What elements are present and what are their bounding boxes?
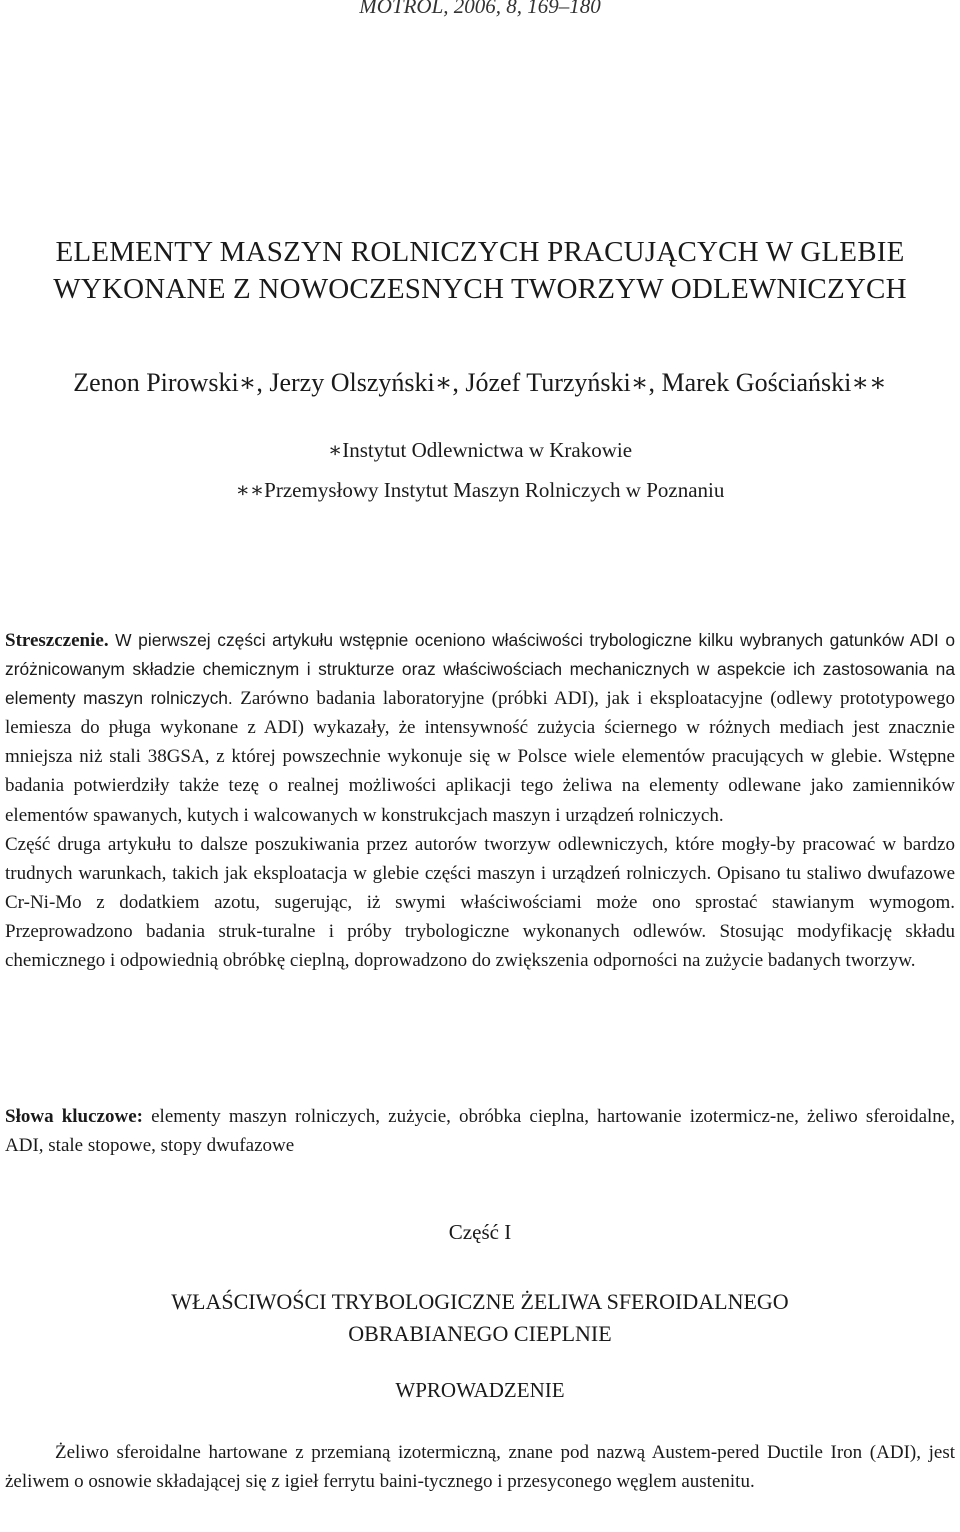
abstract-label: Streszczenie.	[5, 630, 109, 651]
abstract	[5, 626, 955, 975]
title-line-1: ELEMENTY MASZYN ROLNICZYCH PRACUJĄCYCH W GLEBIE	[55, 236, 905, 268]
keywords-label: Słowa kluczowe:	[5, 1106, 143, 1127]
abstract-paragraph-2: Część druga artykułu to dalsze poszukiwania przez autorów tworzyw odlewniczych, które mogły-by pracować w bardzo trudnych warunkach, takich jak eksploatacja w glebie części maszyn i urządzeń rolniczych. Opisano tu staliwo dwufazowe Cr-Ni-Mo z dodatkiem azotu, sugerując, iż swymi właściwościami może ono sprostać stawianym wymogom. Przeprowadzono badania struk-turalne i próby trybologiczne wykonanych odlewów. Stosując modyfikację składu chemicznego i odpowiednią obróbkę cieplną, doprowadzono do zwiększenia odporności na zużycie badanych tworzyw.	[5, 833, 955, 972]
authors: Zenon Pirowski∗, Jerzy Olszyński∗, Józef Turzyński∗, Marek Gościański∗∗	[73, 368, 887, 397]
section-title-line-2: OBRABIANEGO CIEPLNIE	[348, 1321, 612, 1346]
keywords-text: elementy maszyn rolniczych, zużycie, obróbka cieplna, hartowanie izotermicz-ne, żeliwo sferoidalne, ADI, stale stopowe, stopy dwufazowe	[5, 1106, 955, 1157]
abstract-text-sans: W pierwszej części artykułu wstępnie oceniono właściwości trybologiczne kilku wybranych gatunków ADI o zróżnicowanym składzie chemicznym i strukturze oraz właściwościach mechanicznych w aspekcie ich zastosowania na elementy maszyn rolniczych.	[5, 630, 955, 709]
journal-reference: MOTROL, 2006, 8, 169–180	[359, 0, 601, 18]
abstract-text-serif: Zarówno badania laboratoryjne (próbki ADI), jak i eksploatacyjne (odlewy prototypowego lemiesza do pługa wykonane z ADI) wykazały, że intensywność zużycia ściernego w różnych mediach jest znacznie mniejsza niż stali 38GSA, z której powszechnie wykonuje się w Polsce wiele elementów pracujących w glebie. Wstępne badania potwierdziły także tezę o realnej możliwości aplikacji tego żeliwa na elementy odlewane jako zamienników elementów spawanych, kutych i walcowanych w konstrukcjach maszyn i urządzeń rolniczych.	[5, 688, 955, 826]
section-title	[0, 1286, 960, 1350]
affiliation-1: ∗Instytut Odlewnictwa w Krakowie	[327, 438, 633, 462]
intro-paragraph	[5, 1438, 955, 1496]
section-title-line-1: WŁAŚCIWOŚCI TRYBOLOGICZNE ŻELIWA SFEROIDALNEGO	[171, 1289, 789, 1314]
keywords	[5, 1102, 955, 1160]
part-label: Część I	[448, 1220, 512, 1244]
abstract-paragraph-1	[5, 626, 955, 830]
affiliation-2: ∗∗Przemysłowy Instytut Maszyn Rolniczych w Poznaniu	[235, 478, 725, 502]
title-line-2: WYKONANE Z NOWOCZESNYCH TWORZYW ODLEWNICZYCH	[53, 273, 907, 305]
intro-text: Żeliwo sferoidalne hartowane z przemianą izotermiczną, znane pod nazwą Austem-pered Ductile Iron (ADI), jest żeliwem o osnowie składającej się z igieł ferrytu baini-tycznego i przesyconego węglem austenitu.	[5, 1442, 955, 1493]
intro-heading: WPROWADZENIE	[395, 1378, 565, 1402]
paper-title	[0, 234, 960, 308]
